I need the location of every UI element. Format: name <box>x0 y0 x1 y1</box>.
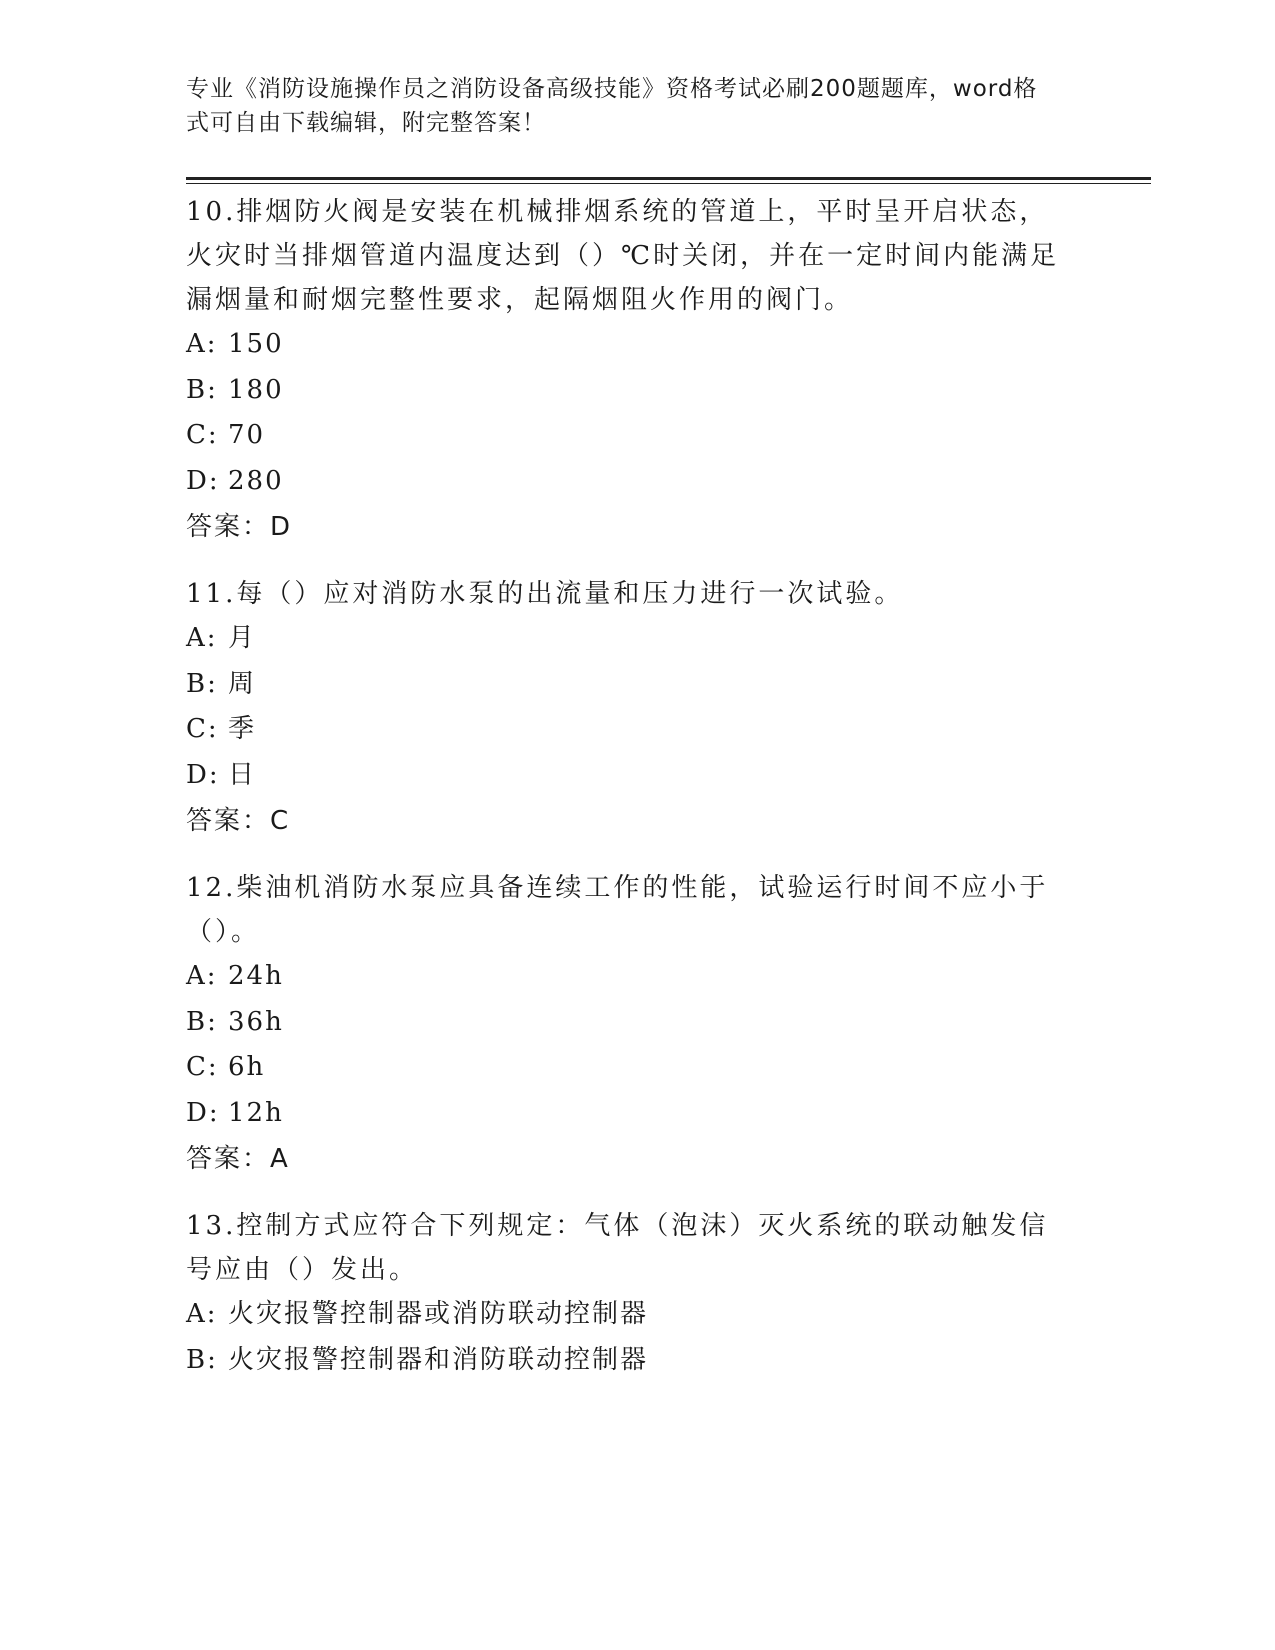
option-value: 季 <box>228 714 257 744</box>
option-key: B: <box>186 1006 218 1037</box>
option-a <box>186 954 1086 1000</box>
question-item <box>186 1204 1086 1383</box>
option-value: 周 <box>228 668 257 699</box>
question-text: 10.排烟防火阀是安装在机械排烟系统的管道上，平时呈开启状态，火灾时当排烟管道内温度达到（）℃时关闭，并在一定时间内能满足漏烟量和耐烟完整性要求，起隔烟阻火作用的阀门。 <box>186 197 1060 315</box>
option-b <box>186 1000 1086 1046</box>
option-a <box>186 616 1086 662</box>
question-list <box>186 190 1086 1405</box>
question-item <box>186 572 1086 844</box>
option-d <box>186 1091 1086 1137</box>
question-item <box>186 866 1086 1182</box>
option-value: 180 <box>228 374 284 405</box>
document-header <box>186 72 1066 140</box>
question-text: 12.柴油机消防水泵应具备连续工作的性能，试验运行时间不应小于（）。 <box>186 873 1049 947</box>
option-c <box>186 1045 1086 1091</box>
question-item <box>186 190 1086 550</box>
option-b <box>186 368 1086 414</box>
option-key: B: <box>186 668 218 699</box>
header-line-2: 式可自由下载编辑，附完整答案！ <box>186 110 546 136</box>
option-a <box>186 322 1086 368</box>
option-value: 150 <box>228 329 284 359</box>
option-key: A: <box>186 961 218 991</box>
option-value: 24h <box>228 961 284 991</box>
option-key: C: <box>186 714 219 744</box>
option-key: A: <box>186 329 218 359</box>
option-c <box>186 707 1086 753</box>
header-divider-thin <box>186 183 1151 184</box>
option-value: 70 <box>228 420 266 450</box>
option-value: 月 <box>228 623 257 653</box>
option-key: D: <box>186 759 220 790</box>
option-key: C: <box>186 420 219 450</box>
option-a <box>186 1292 1086 1338</box>
option-b <box>186 662 1086 708</box>
option-value: 6h <box>228 1052 266 1082</box>
answer-line: 答案：A <box>186 1144 290 1174</box>
option-b <box>186 1338 1086 1384</box>
option-key: D: <box>186 1097 220 1128</box>
option-c <box>186 413 1086 459</box>
option-value: 日 <box>228 759 257 790</box>
option-d <box>186 459 1086 505</box>
option-d <box>186 753 1086 799</box>
header-divider-thick <box>186 177 1151 180</box>
option-key: B: <box>186 374 218 405</box>
question-text: 11.每（）应对消防水泵的出流量和压力进行一次试验。 <box>186 579 904 609</box>
option-value: 火灾报警控制器和消防联动控制器 <box>228 1344 649 1375</box>
option-key: C: <box>186 1052 219 1082</box>
option-value: 火灾报警控制器或消防联动控制器 <box>228 1299 649 1329</box>
option-value: 36h <box>228 1006 284 1037</box>
answer-line: 答案：D <box>186 512 293 542</box>
question-text: 13.控制方式应符合下列规定：气体（泡沫）灭火系统的联动触发信号应由（）发出。 <box>186 1211 1049 1285</box>
option-key: A: <box>186 1299 218 1329</box>
option-key: D: <box>186 465 220 496</box>
header-line-1: 专业《消防设施操作员之消防设备高级技能》资格考试必刷200题题库，word格 <box>186 76 1038 102</box>
option-value: 12h <box>228 1097 284 1128</box>
option-key: A: <box>186 623 218 653</box>
option-key: B: <box>186 1344 218 1375</box>
option-value: 280 <box>228 465 284 496</box>
answer-line: 答案：C <box>186 806 291 836</box>
